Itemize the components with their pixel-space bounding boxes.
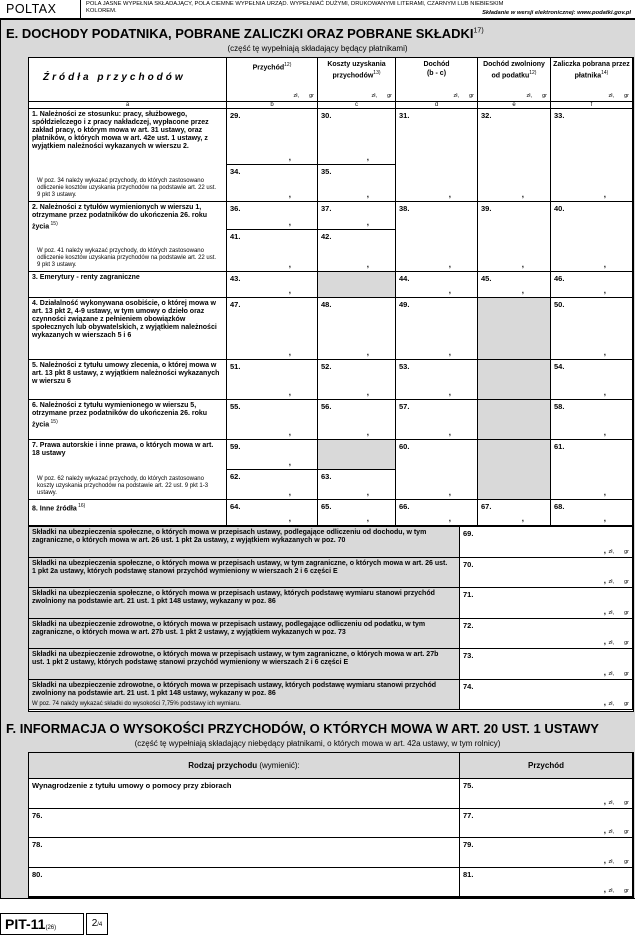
- field-30[interactable]: [318, 109, 396, 165]
- row-8: [29, 500, 227, 526]
- decimal-comma: ,: [288, 286, 291, 295]
- unit-gr: gr: [624, 800, 629, 806]
- field-61[interactable]: [551, 440, 633, 500]
- decimal-comma: ,: [366, 514, 369, 523]
- row-2: [29, 202, 227, 272]
- unit-gr: gr: [469, 93, 474, 99]
- unit-gr: gr: [624, 701, 629, 707]
- col-letter-label: c: [355, 102, 358, 108]
- footnote-ref: 12): [284, 62, 292, 68]
- unit-zl: zł,: [608, 800, 614, 806]
- field-41[interactable]: [227, 230, 318, 272]
- decimal-comma: ,: [603, 576, 606, 585]
- field-number: 68.: [554, 502, 565, 511]
- decimal-comma: ,: [603, 698, 606, 707]
- field-33[interactable]: [551, 109, 633, 202]
- revenue-amount-field-77[interactable]: [460, 809, 633, 838]
- field-65[interactable]: [318, 500, 396, 526]
- contribution-field-70[interactable]: [460, 558, 633, 588]
- revenue-amount-field-75[interactable]: [460, 779, 633, 809]
- col-header-label: Dochód zwolniony od podatku$^{12)}$: [483, 61, 545, 80]
- contribution-note: W poz. 74 należy wykazać składki do wysokości 7,75% podstawy ich wymiaru.: [32, 701, 241, 707]
- field-31[interactable]: [396, 109, 478, 202]
- header-instruction: POLA JASNE WYPEŁNIA SKŁADAJĄCY, POLA CIEMNE WYPEŁNIA URZĄD. WYPEŁNIAĆ DUŻYMI, DRUKOWANYMI LITERAMI, CZARNYM LUB NIEBIESKIM KOLOREM.: [86, 1, 504, 14]
- footnote-ref: 12): [529, 70, 537, 76]
- footnote-ref: 13): [373, 70, 381, 76]
- unit-gr: gr: [624, 888, 629, 894]
- decimal-comma: ,: [603, 637, 606, 646]
- field-50[interactable]: [551, 298, 633, 360]
- col-header-advance: [551, 58, 633, 102]
- decimal-comma: ,: [521, 514, 524, 523]
- field-number: 43.: [230, 274, 241, 283]
- row-7-text: 7. Prawa autorskie i inne prawa, o których mowa w art. 18 ustawy: [32, 442, 214, 457]
- row-6-text: 6. Należności z tytułu wymienionego w wierszu 5, otrzymane przez podatników do ukończenia 26. roku życia $^{15)}$: [32, 402, 208, 429]
- decimal-comma: ,: [288, 488, 291, 497]
- decimal-comma: ,: [366, 428, 369, 437]
- decimal-comma: ,: [603, 348, 606, 357]
- field-42[interactable]: [318, 230, 396, 272]
- unit-zl: zł,: [608, 549, 614, 555]
- decimal-comma: ,: [288, 428, 291, 437]
- field-number: 77.: [463, 811, 474, 820]
- field-number: 81.: [463, 870, 474, 879]
- col-letter: [318, 102, 396, 109]
- contribution-field-71[interactable]: [460, 588, 633, 619]
- footnote-ref: 16): [76, 503, 86, 509]
- field-number: 57.: [399, 402, 410, 411]
- unit-zl: zł,: [453, 93, 459, 99]
- contribution-label: [29, 558, 460, 588]
- decimal-comma: ,: [448, 514, 451, 523]
- decimal-comma: ,: [603, 388, 606, 397]
- row-7: [29, 440, 227, 500]
- decimal-comma: ,: [448, 348, 451, 357]
- field-59[interactable]: [227, 440, 318, 470]
- field-number: 75.: [463, 781, 474, 790]
- field-number: 52.: [321, 362, 332, 371]
- unit-gr: gr: [624, 859, 629, 865]
- decimal-comma: ,: [603, 797, 606, 806]
- col-header-income: [460, 753, 633, 779]
- field-number: 60.: [399, 442, 410, 451]
- decimal-comma: ,: [288, 514, 291, 523]
- col-header-profit: [396, 58, 478, 102]
- revenue-kind-value: Wynagrodzenie z tytułu umowy o pomocy przy zbiorach: [32, 781, 232, 790]
- col-letter: [551, 102, 633, 109]
- col-header-costs: [318, 58, 396, 102]
- unit-zl: zł,: [608, 859, 614, 865]
- field-48[interactable]: [318, 298, 396, 360]
- field-number: 38.: [399, 204, 410, 213]
- section-f-title: F. INFORMACJA O WYSOKOŚCI PRZYCHODÓW, O KTÓRYCH MOWA W ART. 20 UST. 1 USTAWY: [6, 721, 599, 736]
- field-29[interactable]: [227, 109, 318, 165]
- decimal-comma: ,: [288, 218, 291, 227]
- contribution-label: [29, 588, 460, 619]
- col-header-income-label: Przychód: [527, 761, 564, 770]
- unit-zl: zł,: [526, 93, 532, 99]
- contribution-field-73[interactable]: [460, 649, 633, 680]
- field-60[interactable]: [396, 440, 478, 500]
- decimal-comma: ,: [288, 190, 291, 199]
- field-gray: [478, 298, 551, 360]
- col-header-label: Przychód$^{12)}$: [252, 62, 292, 72]
- col-header-kind: [29, 753, 460, 779]
- field-gray: [318, 272, 396, 298]
- form-code: PIT-11(26): [0, 913, 84, 935]
- unit-gr: gr: [309, 93, 314, 99]
- contribution-text: Składki na ubezpieczenie zdrowotne, o których mowa w przepisach ustawy, w tym zagraniczne, o których mowa w art. 27b ust. 1 pkt 2 ustawy, których podstawę stanowi przychód wymieniony w wierszach 2 i 6 części E: [32, 651, 439, 666]
- field-number: 46.: [554, 274, 565, 283]
- field-45[interactable]: [478, 272, 551, 298]
- revenue-kind-value: 78.: [32, 840, 43, 849]
- field-number: 41.: [230, 232, 241, 241]
- page-number: 2/4: [86, 913, 108, 935]
- col-header-label: Zaliczka pobrana przez płatnika$^{14)}$: [553, 61, 630, 80]
- revenue-kind-field[interactable]: [29, 809, 460, 838]
- revenue-kind-value: 80.: [32, 870, 43, 879]
- row-8-text: 8. Inne źródła $^{16)}$: [32, 503, 86, 513]
- col-letter-label: d: [434, 102, 439, 108]
- field-39[interactable]: [478, 202, 551, 272]
- revenue-kind-field[interactable]: [29, 868, 460, 897]
- decimal-comma: ,: [521, 286, 524, 295]
- decimal-comma: ,: [448, 388, 451, 397]
- col-letter-label: f: [590, 102, 593, 108]
- field-40[interactable]: [551, 202, 633, 272]
- unit-zl: zł,: [608, 888, 614, 894]
- footnote-ref: 15): [49, 419, 58, 425]
- col-header-exempt: [478, 58, 551, 102]
- field-number: 53.: [399, 362, 410, 371]
- unit-zl: zł,: [608, 671, 614, 677]
- unit-zl: zł,: [608, 579, 614, 585]
- field-number: 79.: [463, 840, 474, 849]
- field-number: 54.: [554, 362, 565, 371]
- field-number: 49.: [399, 300, 410, 309]
- row-1: [29, 109, 227, 202]
- field-38[interactable]: [396, 202, 478, 272]
- field-number: 30.: [321, 111, 332, 120]
- col-header-formula: (b - c): [426, 70, 447, 77]
- field-32[interactable]: [478, 109, 551, 202]
- field-number: 64.: [230, 502, 241, 511]
- field-number: 32.: [481, 111, 492, 120]
- field-gray: [478, 440, 551, 500]
- decimal-comma: ,: [288, 388, 291, 397]
- field-34[interactable]: [227, 165, 318, 202]
- field-number: 51.: [230, 362, 241, 371]
- decimal-comma: ,: [448, 286, 451, 295]
- field-53[interactable]: [396, 360, 478, 400]
- unit-zl: zł,: [608, 829, 614, 835]
- contribution-field-72[interactable]: [460, 619, 633, 649]
- contribution-label: [29, 527, 460, 558]
- row-5: [29, 360, 227, 400]
- field-number: 70.: [463, 560, 474, 569]
- col-header-sources: [29, 58, 227, 102]
- field-number: 36.: [230, 204, 241, 213]
- brand-logo: POLTAX: [6, 2, 57, 16]
- unit-gr: gr: [624, 579, 629, 585]
- decimal-comma: ,: [603, 826, 606, 835]
- col-letter: [396, 102, 478, 109]
- field-62[interactable]: [227, 470, 318, 500]
- contribution-field-69[interactable]: [460, 527, 633, 558]
- revenue-kind-field[interactable]: [29, 838, 460, 868]
- field-number: 63.: [321, 472, 332, 481]
- field-44[interactable]: [396, 272, 478, 298]
- field-number: 67.: [481, 502, 492, 511]
- decimal-comma: ,: [603, 190, 606, 199]
- decimal-comma: ,: [603, 546, 606, 555]
- unit-gr: gr: [624, 640, 629, 646]
- field-number: 40.: [554, 204, 565, 213]
- row-5-text: 5. Należności z tytułu umowy zlecenia, o której mowa w art. 13 pkt 8 ustawy, z wyjątkiem należności wykazanych w wierszu 6: [32, 362, 220, 385]
- form-header: [0, 0, 635, 19]
- contributions-table: [28, 526, 634, 712]
- decimal-comma: ,: [366, 218, 369, 227]
- unit-gr: gr: [624, 93, 629, 99]
- contribution-text: Składki na ubezpieczenia społeczne, o których mowa w przepisach ustawy, podlegające odliczeniu od dochodu, w tym zagraniczne, o których mowa w art. 26 ust. 1 pkt 2a ustawy, z wyjątkiem wykazanych w poz. 70: [32, 529, 427, 544]
- field-number: 45.: [481, 274, 492, 283]
- contribution-label: [29, 680, 460, 710]
- unit-zl: zł,: [608, 640, 614, 646]
- field-number: 58.: [554, 402, 565, 411]
- unit-gr: gr: [624, 671, 629, 677]
- revenue-table: [28, 752, 634, 898]
- row-2-text: 2. Należności z tytułów wymienionych w wierszu 1, otrzymane przez podatników do ukończenia 26. roku życia $^{15)}$: [32, 204, 208, 231]
- col-letter: [478, 102, 551, 109]
- col-letter-label: b: [270, 102, 274, 108]
- decimal-comma: ,: [288, 153, 291, 162]
- decimal-comma: ,: [448, 428, 451, 437]
- section-f-subtitle: (część tę wypełniają składający niebędący płatnikami, o których mowa w art. 42a ustawy, w tym rolnicy): [134, 739, 501, 748]
- row-1-text: 1. Należności ze stosunku: pracy, służbowego, spółdzielczego i z pracy nakładczej, wypłacone przez zakład pracy, o którym mowa w art. 31 ustawy, oraz płatników, o których mowa w art. 42e ust. 1 ustawy, z wyjątkiem należności wykazanych w wierszu 2.: [32, 111, 209, 150]
- decimal-comma: ,: [521, 190, 524, 199]
- field-number: 56.: [321, 402, 332, 411]
- decimal-comma: ,: [366, 190, 369, 199]
- field-number: 48.: [321, 300, 332, 309]
- field-66[interactable]: [396, 500, 478, 526]
- field-46[interactable]: [551, 272, 633, 298]
- decimal-comma: ,: [603, 885, 606, 894]
- row-2-note: W poz. 41 należy wykazać przychody, do których zastosowano odliczenie kosztów uzyskania przychodów na podstawie art. 22 ust. 9 pkt 3 ustawy.: [37, 248, 217, 268]
- field-64[interactable]: [227, 500, 318, 526]
- revenue-kind-value: 76.: [32, 811, 43, 820]
- field-number: 47.: [230, 300, 241, 309]
- contribution-label: [29, 649, 460, 680]
- field-number: 34.: [230, 167, 241, 176]
- contribution-label: [29, 619, 460, 649]
- row-1-note: W poz. 34 należy wykazać przychody, do których zastosowano odliczenie kosztów uzyskania przychodów na podstawie art. 22 ust. 9 pkt 3 ustawy.: [37, 178, 217, 198]
- decimal-comma: ,: [603, 514, 606, 523]
- decimal-comma: ,: [521, 260, 524, 269]
- field-37[interactable]: [318, 202, 396, 230]
- field-51[interactable]: [227, 360, 318, 400]
- decimal-comma: ,: [603, 488, 606, 497]
- decimal-comma: ,: [603, 607, 606, 616]
- field-gray: [478, 400, 551, 440]
- decimal-comma: ,: [366, 388, 369, 397]
- col-header-kind-hint: (wymienić):: [259, 761, 300, 770]
- unit-zl: zł,: [293, 93, 299, 99]
- field-number: 71.: [463, 590, 474, 599]
- footnote-ref: 14): [601, 70, 609, 76]
- field-number: 69.: [463, 529, 474, 538]
- row-6: [29, 400, 227, 440]
- field-35[interactable]: [318, 165, 396, 202]
- field-67[interactable]: [478, 500, 551, 526]
- field-54[interactable]: [551, 360, 633, 400]
- contribution-text: Składki na ubezpieczenia społeczne, o których mowa w przepisach ustawy, których podstawę wymiaru stanowi przychód zwolniony na podstawie art. 21 ust. 1 pkt 148 ustawy, wykazany w poz. 86: [32, 590, 435, 605]
- field-number: 65.: [321, 502, 332, 511]
- field-58[interactable]: [551, 400, 633, 440]
- revenue-kind-field[interactable]: [29, 779, 460, 809]
- field-number: 73.: [463, 651, 474, 660]
- col-header-income: [227, 58, 318, 102]
- field-number: 59.: [230, 442, 241, 451]
- footnote-ref: 15): [49, 221, 58, 227]
- decimal-comma: ,: [366, 348, 369, 357]
- field-number: 74.: [463, 682, 474, 691]
- contribution-field-74[interactable]: [460, 680, 633, 710]
- decimal-comma: ,: [448, 190, 451, 199]
- revenue-amount-field-79[interactable]: [460, 838, 633, 868]
- field-number: 35.: [321, 167, 332, 176]
- field-43[interactable]: [227, 272, 318, 298]
- field-56[interactable]: [318, 400, 396, 440]
- contribution-text: Składki na ubezpieczenie zdrowotne, o których mowa w przepisach ustawy, których podstawę wymiaru stanowi przychód zwolniony na podstawie art. 21 ust. 1 pkt 148 ustawy, wykazany w poz. 86: [32, 682, 437, 697]
- field-number: 66.: [399, 502, 410, 511]
- col-letter: [227, 102, 318, 109]
- col-header-label: Koszty uzyskania przychodów$^{13)}$: [327, 61, 386, 80]
- field-52[interactable]: [318, 360, 396, 400]
- row-3-text: 3. Emerytury - renty zagraniczne: [32, 274, 140, 281]
- decimal-comma: ,: [448, 488, 451, 497]
- decimal-comma: ,: [288, 458, 291, 467]
- decimal-comma: ,: [366, 153, 369, 162]
- unit-gr: gr: [624, 610, 629, 616]
- row-7-note: W poz. 62 należy wykazać przychody, do których zastosowano koszty uzyskania przychodów na podstawie art. 22 ust. 9 pkt 1-3 ustawy.: [37, 476, 209, 496]
- decimal-comma: ,: [603, 428, 606, 437]
- unit-zl: zł,: [608, 701, 614, 707]
- decimal-comma: ,: [288, 348, 291, 357]
- unit-gr: gr: [624, 549, 629, 555]
- field-57[interactable]: [396, 400, 478, 440]
- row-3: [29, 272, 227, 298]
- unit-gr: gr: [387, 93, 392, 99]
- decimal-comma: ,: [603, 856, 606, 865]
- field-number: 39.: [481, 204, 492, 213]
- col-letter: [29, 102, 227, 109]
- col-header-label: Dochód: [423, 61, 450, 68]
- section-e-title: E. DOCHODY PODATNIKA, POBRANE ZALICZKI ORAZ POBRANE SKŁADKI$^{17)}$: [6, 26, 484, 41]
- header-divider: [80, 0, 81, 18]
- field-number: 29.: [230, 111, 241, 120]
- unit-zl: zł,: [371, 93, 377, 99]
- field-number: 62.: [230, 472, 241, 481]
- field-number: 31.: [399, 111, 410, 120]
- section-e-subtitle: (część tę wypełniają składający będący płatnikami): [227, 44, 408, 53]
- field-49[interactable]: [396, 298, 478, 360]
- field-number: 61.: [554, 442, 565, 451]
- decimal-comma: ,: [603, 668, 606, 677]
- field-number: 37.: [321, 204, 332, 213]
- field-gray: [318, 440, 396, 470]
- field-36[interactable]: [227, 202, 318, 230]
- contribution-text: Składki na ubezpieczenia społeczne, o których mowa w przepisach ustawy, w tym zagraniczne, o których mowa w art. 26 ust. 1 pkt 2a ustawy, których podstawę stanowi przychód wymieniony w wierszach 2 i 6 części E: [32, 560, 448, 575]
- unit-zl: zł,: [608, 610, 614, 616]
- field-number: 44.: [399, 274, 410, 283]
- row-4-text: 4. Działalność wykonywana osobiście, o której mowa w art. 13 pkt 2, 4-9 ustawy, w tym umowy o dzieło oraz czynności związane z pełnieniem obowiązków społecznych lub obywatelskich, z wyjątkiem należności wykazanych w wierszach 5 i 6: [32, 300, 217, 339]
- col-header-kind-label: Rodzaj przychodu (wymienić):: [188, 761, 300, 770]
- revenue-amount-field-81[interactable]: [460, 868, 633, 897]
- field-number: 50.: [554, 300, 565, 309]
- row-4: [29, 298, 227, 360]
- decimal-comma: ,: [288, 260, 291, 269]
- field-number: 42.: [321, 232, 332, 241]
- unit-zl: zł,: [608, 93, 614, 99]
- decimal-comma: ,: [366, 260, 369, 269]
- unit-gr: gr: [624, 829, 629, 835]
- unit-gr: gr: [542, 93, 547, 99]
- field-47[interactable]: [227, 298, 318, 360]
- contribution-text: Składki na ubezpieczenie zdrowotne, o których mowa w przepisach ustawy, podlegające odliczeniu od podatku, w tym zagraniczne, o których mowa w art. 27b ust. 1 pkt 2 ustawy, z wyjątkiem wykazanych w poz. 73: [32, 621, 426, 636]
- field-number: 72.: [463, 621, 474, 630]
- field-63[interactable]: [318, 470, 396, 500]
- field-number: 33.: [554, 111, 565, 120]
- col-letter-label: a: [125, 102, 130, 108]
- field-55[interactable]: [227, 400, 318, 440]
- decimal-comma: ,: [603, 286, 606, 295]
- field-number: 55.: [230, 402, 241, 411]
- decimal-comma: ,: [448, 260, 451, 269]
- income-table: [28, 57, 634, 529]
- electronic-submission-note: Składanie w wersji elektronicznej: www.podatki.gov.pl: [482, 10, 631, 16]
- decimal-comma: ,: [603, 260, 606, 269]
- field-gray: [478, 360, 551, 400]
- col-letter-label: e: [512, 102, 516, 108]
- field-68[interactable]: [551, 500, 633, 526]
- decimal-comma: ,: [366, 488, 369, 497]
- col-header-sources-label: Źródła przychodów: [43, 72, 186, 83]
